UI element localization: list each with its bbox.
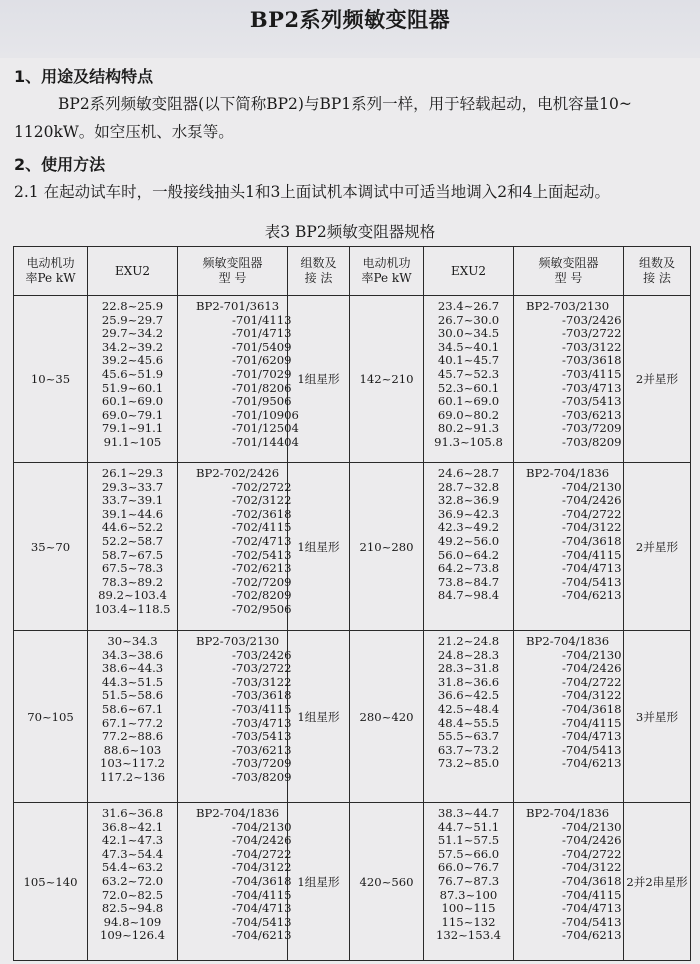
model-value: -704/2722	[232, 846, 292, 861]
exu-value: 34.3~38.6	[101, 647, 164, 662]
exu-cell	[88, 463, 178, 631]
model-value: -704/2130	[562, 647, 622, 662]
model-value: BP2-704/1836	[526, 466, 610, 480]
connection-cell: 1组星形	[288, 296, 350, 463]
model-value: -703/5413	[232, 729, 292, 744]
exu-value: 45.6~51.9	[101, 366, 164, 381]
model-value: -702/8209	[232, 588, 292, 603]
model-value: -704/2426	[232, 833, 292, 848]
exu-value: 56.0~64.2	[437, 547, 500, 562]
model-value: -704/4115	[562, 887, 622, 902]
table-header-row	[14, 247, 691, 296]
exu-value: 77.2~88.6	[101, 729, 164, 744]
exu-value: 34.5~40.1	[437, 339, 500, 354]
model-value: -701/7029	[232, 366, 292, 381]
model-cell	[514, 296, 624, 463]
model-value: -702/9506	[232, 601, 292, 616]
model-value: -701/14404	[232, 434, 299, 449]
model-value: -703/8209	[562, 434, 622, 449]
exu-value: 45.7~52.3	[437, 366, 500, 381]
exu-value: 60.1~69.0	[437, 394, 500, 409]
model-value: -703/8209	[232, 769, 292, 784]
model-cell	[178, 631, 292, 803]
exu-value: 63.2~72.0	[101, 873, 164, 888]
model-value: -704/2130	[562, 479, 622, 494]
exu-value: 79.1~91.1	[101, 421, 164, 436]
model-value: -701/8206	[232, 380, 292, 395]
exu-value: 66.0~76.7	[437, 860, 500, 875]
exu-value: 48.4~55.5	[437, 715, 500, 730]
page-title: BP2系列频敏变阻器	[249, 7, 451, 32]
model-value: -702/4115	[232, 520, 292, 535]
exu-value: 52.3~60.1	[437, 380, 500, 395]
exu-value: 117.2~136	[99, 769, 166, 784]
exu-value: 80.2~91.3	[437, 421, 500, 436]
model-value: -704/6213	[562, 588, 622, 603]
exu-value: 22.8~25.9	[101, 299, 164, 313]
model-value: BP2-704/1836	[526, 634, 610, 648]
exu-value: 36.8~42.1	[101, 819, 164, 834]
model-value: -704/4713	[562, 561, 622, 576]
exu-value: 55.5~63.7	[437, 729, 500, 744]
exu-value: 23.4~26.7	[437, 299, 500, 313]
exu-value: 51.9~60.1	[101, 380, 164, 395]
exu-cell	[424, 296, 514, 463]
exu-value: 31.6~36.8	[101, 806, 164, 820]
exu-value: 21.2~24.8	[437, 634, 500, 648]
exu-value: 82.5~94.8	[101, 901, 164, 916]
header-model: 频敏变阻器 型 号	[178, 247, 288, 296]
model-value: -704/2426	[562, 833, 622, 848]
exu-value: 67.1~77.2	[101, 715, 164, 730]
table-row	[14, 296, 691, 463]
spec-table	[13, 246, 691, 961]
exu-value: 26.7~30.0	[437, 312, 500, 327]
exu-value: 31.8~36.6	[437, 674, 500, 689]
exu-value: 52.2~58.7	[101, 533, 164, 548]
exu-value: 60.1~69.0	[101, 394, 164, 409]
exu-value: 44.7~51.1	[437, 819, 500, 834]
model-value: -701/6209	[232, 353, 292, 368]
table-row	[14, 631, 691, 803]
exu-value: 42.3~49.2	[437, 520, 500, 535]
model-value: -702/3618	[232, 506, 292, 521]
model-value: -704/4713	[562, 901, 622, 916]
model-value: -703/3618	[562, 353, 622, 368]
exu-value: 69.0~80.2	[437, 407, 500, 422]
exu-value: 73.2~85.0	[437, 756, 500, 771]
model-value: -703/6213	[562, 407, 622, 422]
connection-cell: 3并星形	[624, 631, 691, 803]
model-value: -704/3618	[562, 533, 622, 548]
model-value: -702/5413	[232, 547, 292, 562]
model-cell	[178, 463, 292, 631]
exu-value: 26.1~29.3	[101, 466, 164, 480]
table-caption: 表3 BP2频敏变阻器规格	[264, 223, 436, 241]
model-value: -702/6213	[232, 561, 292, 576]
exu-value: 115~132	[441, 914, 496, 929]
model-value: -704/2722	[562, 506, 622, 521]
model-cell	[178, 296, 299, 463]
exu-value: 36.6~42.5	[437, 688, 500, 703]
exu-cell	[424, 463, 514, 631]
section1-heading: 1、用途及结构特点	[14, 67, 154, 86]
model-value: -704/2426	[562, 493, 622, 508]
header-conn-right: 组数及 接 法	[624, 247, 691, 296]
model-value: -704/3122	[562, 520, 622, 535]
section2-heading: 2、使用方法	[14, 155, 106, 174]
model-value: -704/4713	[562, 729, 622, 744]
exu-value: 36.9~42.3	[437, 506, 500, 521]
model-value: -704/4115	[562, 547, 622, 562]
exu-value: 64.2~73.8	[437, 561, 500, 576]
exu-value: 87.3~100	[439, 887, 498, 902]
exu-value: 42.5~48.4	[437, 701, 500, 716]
model-value: -703/4713	[562, 380, 622, 395]
exu-value: 28.7~32.8	[437, 479, 500, 494]
model-value: BP2-703/2130	[526, 299, 610, 313]
exu-value: 30.0~34.5	[437, 326, 500, 341]
model-cell	[514, 631, 624, 803]
exu-value: 72.0~82.5	[101, 887, 164, 902]
header-exu: EXU2	[88, 247, 178, 296]
exu-value: 89.2~103.4	[98, 588, 167, 603]
model-value: -701/5409	[232, 339, 292, 354]
header-power: 电动机功 率Pe kW	[14, 247, 88, 296]
model-value: -704/3122	[562, 860, 622, 875]
model-value: -704/2130	[232, 819, 292, 834]
power-cell: 142~210	[350, 296, 424, 463]
exu-value: 132~153.4	[435, 928, 502, 943]
exu-value: 58.6~67.1	[101, 701, 164, 716]
exu-value: 109~126.4	[99, 928, 166, 943]
connection-cell: 2并星形	[624, 463, 691, 631]
model-value: BP2-703/2130	[196, 634, 280, 648]
exu-value: 51.1~57.5	[437, 833, 500, 848]
header-exu-right: EXU2	[424, 247, 514, 296]
model-value: -704/5413	[562, 914, 622, 929]
exu-value: 34.2~39.2	[101, 339, 164, 354]
exu-value: 25.9~29.7	[101, 312, 164, 327]
model-value: -702/3122	[232, 493, 292, 508]
power-cell: 420~560	[350, 803, 424, 961]
model-cell	[514, 463, 624, 631]
exu-value: 57.5~66.0	[437, 846, 500, 861]
exu-value: 28.3~31.8	[437, 661, 500, 676]
section1-line2: 1120kW。如空压机、水泵等。	[14, 123, 234, 141]
table-row	[14, 463, 691, 631]
exu-cell	[424, 631, 514, 803]
exu-cell	[88, 296, 178, 463]
model-value: -703/3618	[232, 688, 292, 703]
model-value: -701/4113	[232, 312, 292, 327]
header-power-right: 电动机功 率Pe kW	[350, 247, 424, 296]
header-conn: 组数及 接 法	[288, 247, 350, 296]
exu-value: 94.8~109	[103, 914, 162, 929]
model-value: -703/2426	[232, 647, 292, 662]
exu-cell	[88, 803, 178, 961]
power-cell: 105~140	[14, 803, 88, 961]
exu-value: 54.4~63.2	[101, 860, 164, 875]
connection-cell: 2并星形	[624, 296, 691, 463]
exu-value: 76.7~87.3	[437, 873, 500, 888]
model-value: -702/2722	[232, 479, 292, 494]
model-value: -702/4713	[232, 533, 292, 548]
model-value: -704/3618	[232, 873, 292, 888]
model-value: -704/4115	[562, 715, 622, 730]
power-cell: 35~70	[14, 463, 88, 631]
exu-value: 103~117.2	[99, 756, 166, 771]
model-cell	[514, 803, 624, 961]
header-model-right: 频敏变阻器 型 号	[514, 247, 624, 296]
exu-value: 29.7~34.2	[101, 326, 164, 341]
model-value: -704/4713	[232, 901, 292, 916]
model-value: -704/6213	[562, 928, 622, 943]
model-value: -702/7209	[232, 574, 292, 589]
model-value: -701/4713	[232, 326, 292, 341]
exu-value: 44.6~52.2	[101, 520, 164, 535]
exu-value: 100~115	[441, 901, 496, 916]
power-cell: 70~105	[14, 631, 88, 803]
model-value: -703/3122	[232, 674, 292, 689]
model-value: -701/10906	[232, 407, 299, 422]
exu-value: 44.3~51.5	[101, 674, 164, 689]
exu-value: 38.6~44.3	[101, 661, 164, 676]
power-cell: 210~280	[350, 463, 424, 631]
model-value: -704/5413	[562, 574, 622, 589]
model-value: BP2-702/2426	[196, 466, 280, 480]
model-value: -704/3618	[562, 701, 622, 716]
exu-value: 24.8~28.3	[437, 647, 500, 662]
model-value: -703/3122	[562, 339, 622, 354]
exu-value: 47.3~54.4	[101, 846, 164, 861]
model-value: -701/9506	[232, 394, 292, 409]
exu-value: 63.7~73.2	[437, 742, 500, 757]
exu-value: 38.3~44.7	[437, 806, 500, 820]
exu-value: 103.4~118.5	[94, 601, 171, 616]
exu-value: 39.2~45.6	[101, 353, 164, 368]
model-value: -704/4115	[232, 887, 292, 902]
model-value: -703/7209	[562, 421, 622, 436]
model-value: -703/5413	[562, 394, 622, 409]
model-value: -704/2722	[562, 846, 622, 861]
exu-cell	[88, 631, 178, 803]
exu-value: 32.8~36.9	[437, 493, 500, 508]
exu-value: 88.6~103	[103, 742, 162, 757]
model-value: -701/12504	[232, 421, 299, 436]
exu-value: 78.3~89.2	[101, 574, 164, 589]
exu-value: 84.7~98.4	[437, 588, 500, 603]
model-value: -703/4115	[562, 366, 622, 381]
exu-value: 42.1~47.3	[101, 833, 164, 848]
exu-value: 91.3~105.8	[434, 434, 503, 449]
connection-cell: 1组星形	[288, 463, 350, 631]
model-value: -703/7209	[232, 756, 292, 771]
model-value: -703/2722	[232, 661, 292, 676]
connection-cell: 1组星形	[288, 803, 350, 961]
power-cell: 280~420	[350, 631, 424, 803]
exu-value: 51.5~58.6	[101, 688, 164, 703]
exu-value: 40.1~45.7	[437, 353, 500, 368]
model-value: -704/3122	[232, 860, 292, 875]
exu-value: 67.5~78.3	[101, 561, 164, 576]
model-value: BP2-704/1836	[196, 806, 280, 820]
model-value: -703/4713	[232, 715, 292, 730]
model-value: -704/2130	[562, 819, 622, 834]
section1-line1: BP2系列频敏变阻器(以下简称BP2)与BP1系列一样，用于轻载起动，电机容量10~	[58, 95, 632, 113]
exu-value: 49.2~56.0	[437, 533, 500, 548]
exu-value: 30~34.3	[107, 634, 158, 648]
model-value: -704/6213	[562, 756, 622, 771]
section2-text: 2.1 在起动试车时，一般接线抽头1和3上面试机本调试中可适当地调入2和4上面起动。	[14, 183, 611, 201]
model-value: -703/2426	[562, 312, 622, 327]
model-value: -703/6213	[232, 742, 292, 757]
exu-value: 24.6~28.7	[437, 466, 500, 480]
exu-value: 91.1~105	[103, 434, 162, 449]
model-value: -703/4115	[232, 701, 292, 716]
model-value: -704/5413	[562, 742, 622, 757]
model-value: -703/2722	[562, 326, 622, 341]
exu-value: 58.7~67.5	[101, 547, 164, 562]
connection-cell: 2并2串星形	[624, 803, 691, 961]
model-value: -704/3618	[562, 873, 622, 888]
model-value: BP2-704/1836	[526, 806, 610, 820]
exu-value: 39.1~44.6	[101, 506, 164, 521]
power-cell: 10~35	[14, 296, 88, 463]
exu-cell	[424, 803, 514, 961]
exu-value: 73.8~84.7	[437, 574, 500, 589]
exu-value: 69.0~79.1	[101, 407, 164, 422]
model-value: BP2-701/3613	[196, 299, 280, 313]
model-value: -704/2426	[562, 661, 622, 676]
model-cell	[178, 803, 292, 961]
model-value: -704/3122	[562, 688, 622, 703]
model-value: -704/6213	[232, 928, 292, 943]
exu-value: 33.7~39.1	[101, 493, 164, 508]
connection-cell: 1组星形	[288, 631, 350, 803]
table-row	[14, 803, 691, 961]
model-value: -704/2722	[562, 674, 622, 689]
exu-value: 29.3~33.7	[101, 479, 164, 494]
model-value: -704/5413	[232, 914, 292, 929]
